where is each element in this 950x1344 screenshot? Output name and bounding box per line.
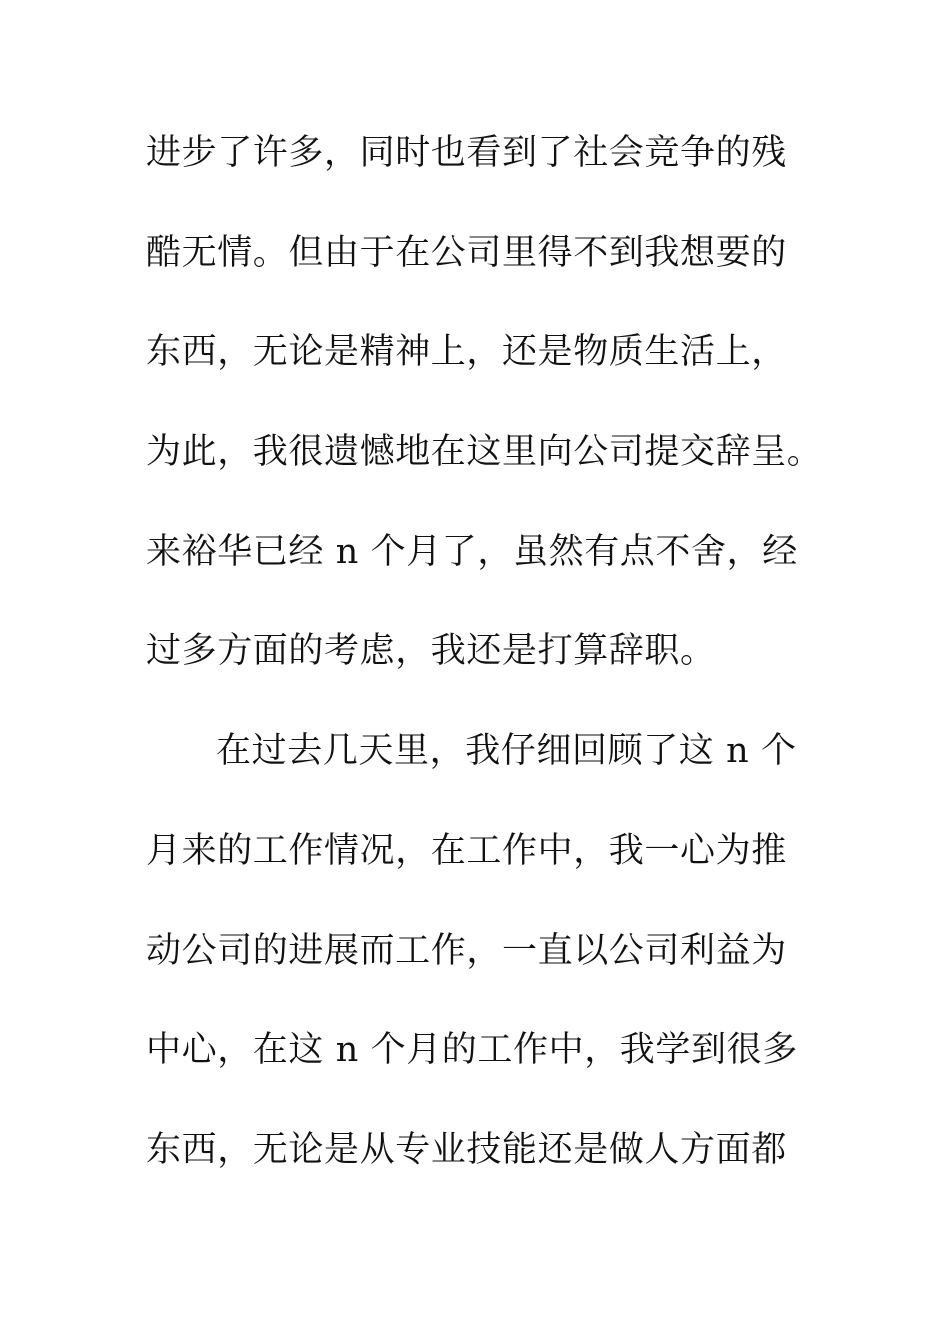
text-line: 酷无情。但由于在公司里得不到我想要的 bbox=[146, 232, 787, 273]
text-line: 为此，我很遗憾地在这里向公司提交辞呈。 bbox=[146, 432, 823, 473]
text-line: 月来的工作情况，在工作中，我一心为推 bbox=[146, 830, 787, 871]
text-line: 动公司的进展而工作，一直以公司利益为 bbox=[146, 930, 787, 971]
paragraph-first-line: 在过去几天里，我仔细回顾了这 n 个 bbox=[216, 731, 797, 772]
text-line: 过多方面的考虑，我还是打算辞职。 bbox=[146, 631, 716, 672]
text-line: 东西，无论是精神上，还是物质生活上， bbox=[146, 332, 787, 373]
text-line: 东西，无论是从专业技能还是做人方面都 bbox=[146, 1129, 787, 1170]
text-line: 中心，在这 n 个月的工作中，我学到很多 bbox=[146, 1030, 798, 1071]
text-line: 来裕华已经 n 个月了，虽然有点不舍，经 bbox=[146, 531, 798, 572]
text-line: 进步了许多，同时也看到了社会竞争的残 bbox=[146, 133, 787, 173]
document-text-body bbox=[146, 127, 846, 1224]
